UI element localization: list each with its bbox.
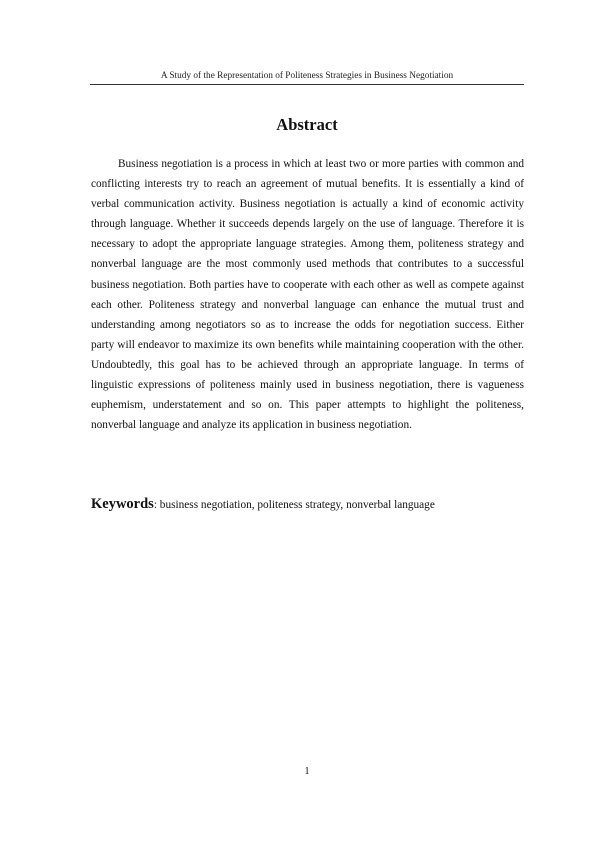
page-number: 1	[304, 766, 310, 777]
running-header: A Study of the Representation of Politeness Strategies in Business Negotiation	[160, 71, 454, 81]
abstract-body: Business negotiation is a process in which at least two or more parties with common and conflicting interests try to reach an agreement of mutual benefits. It is essentially a kind of verbal communication activity. Business negotiation is actually a kind of economic activity through language. Whether it succeeds depends largely on the use of language. Therefore it is necessary to adopt the appropriate language strategies. Among them, politeness strategy and nonverbal language are the most commonly used methods that contributes to a successful business negotiation. Both parties have to cooperate with each other as well as compete against each other. Politeness strategy and nonverbal language can enhance the mutual trust and understanding among negotiators so as to increase the odds for negotiation success. Either party will endeavor to maximize its own benefits while maintaining cooperation with the other. Undoubtedly, this goal has to be achieved through an appropriate language. In terms of linguistic expressions of politeness mainly used in business negotiation, there is vagueness euphemism, understatement and so on. This paper attempts to highlight the politeness, nonverbal language and analyze its application in business negotiation.	[91, 158, 524, 432]
abstract-title: Abstract	[276, 115, 338, 134]
keywords-label: Keywords	[91, 496, 154, 512]
keywords-line	[91, 494, 524, 515]
header-rule	[90, 84, 524, 85]
keywords-text: business negotiation, politeness strategy, nonverbal language	[156, 499, 435, 511]
keywords-separator: :	[153, 499, 157, 511]
